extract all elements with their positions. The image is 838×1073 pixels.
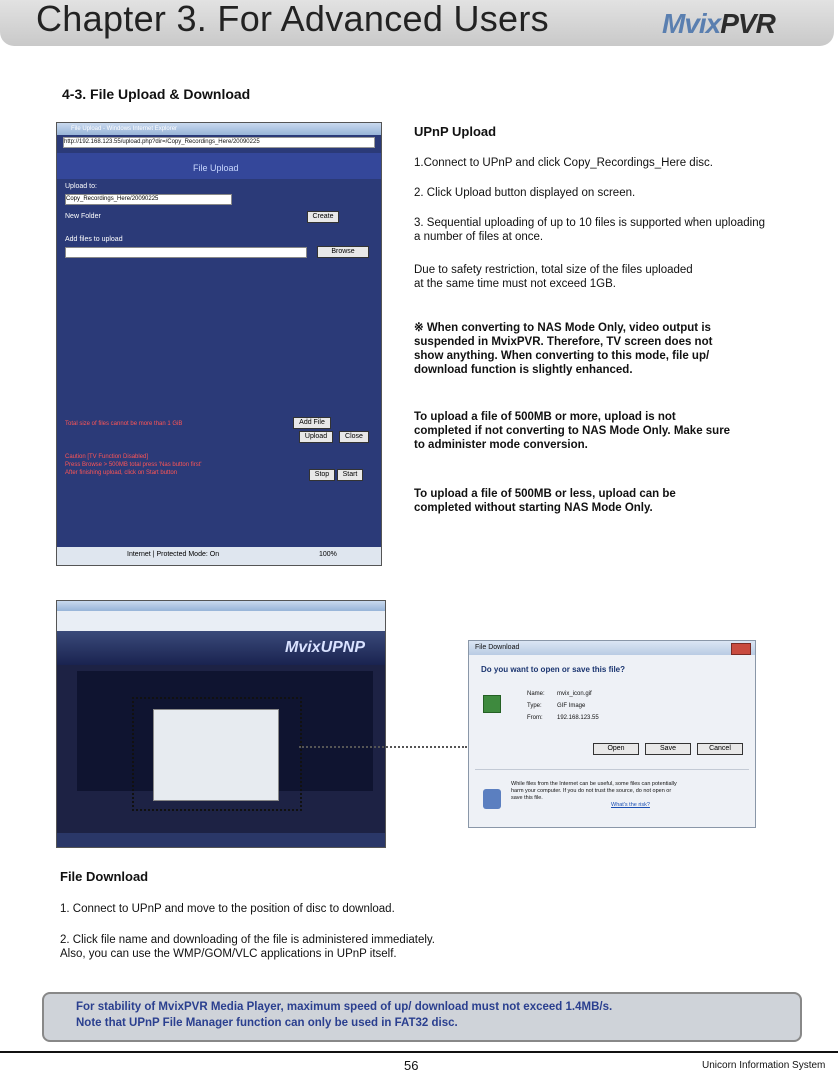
upnp-upload-heading: UPnP Upload (414, 124, 497, 139)
upload-window-titlebar: File Upload - Windows Internet Explorer (57, 123, 381, 135)
page-number: 56 (404, 1058, 419, 1073)
risk-link[interactable]: What's the risk? (611, 802, 650, 808)
nas-mode-note: ※ When converting to NAS Mode Only, video output is suspended in MvixPVR. Therefore, TV screen does not show anything. When converting to this mode, file up/ download function is slightly enhanced. (414, 322, 713, 376)
cancel-button[interactable]: Cancel (697, 743, 743, 755)
add-files-label: Add files to upload (65, 236, 123, 243)
download-step-1: 1. Connect to UPnP and move to the position of disc to download. (60, 903, 395, 915)
open-button[interactable]: Open (593, 743, 639, 755)
type-label: Type: (527, 703, 542, 709)
new-folder-label: New Folder (65, 213, 101, 220)
logo-part-b: PVR (720, 8, 775, 39)
browse-button[interactable]: Browse (317, 246, 369, 258)
image-file-icon (483, 695, 501, 713)
upload-to-label: Upload to: (65, 183, 97, 190)
upnp-brand-logo: MvixUPNP (285, 639, 366, 656)
zoom-level[interactable]: 100% (319, 551, 337, 558)
upload-500mb-more-note: To upload a file of 500MB or more, upload is not completed if not converting to NAS Mode Only. Make sure to administer mode conversion. (414, 411, 731, 451)
stability-notice-box (42, 992, 802, 1042)
upload-window-screenshot (56, 122, 382, 566)
type-value: GIF Image (557, 703, 586, 709)
download-warning: While files from the Internet can be useful, some files can potentially harm your computer. If you do not trust the source, do not open or save this file. (511, 781, 677, 801)
dotted-connector (299, 746, 467, 748)
upload-size-restriction: Due to safety restriction, total size of the files uploaded at the same time must not exceed 1GB. (414, 264, 693, 290)
upload-step-1: 1.Connect to UPnP and click Copy_Recordings_Here disc. (414, 157, 713, 169)
upnp-toolbar (57, 611, 385, 631)
start-button[interactable]: Start (337, 469, 363, 481)
file-path-input[interactable] (65, 247, 307, 258)
add-file-button[interactable]: Add File (293, 417, 331, 429)
section-title: 4-3. File Upload & Download (62, 86, 251, 102)
size-warning-text: Total size of files cannot be more than 1 GiB (65, 421, 183, 427)
download-dialog-titlebar: File Download (469, 641, 755, 655)
mvixpvr-logo (662, 8, 775, 40)
name-label: Name: (527, 691, 545, 697)
chapter-title: Chapter 3. For Advanced Users (36, 0, 549, 39)
upload-button[interactable]: Upload (299, 431, 333, 443)
upnp-browser-screenshot (56, 600, 386, 848)
shield-icon (483, 789, 501, 809)
upload-banner-title: File Upload (193, 163, 239, 173)
upload-to-field[interactable]: Copy_Recordings_Here/20090225 (65, 194, 232, 205)
from-label: From: (527, 715, 543, 721)
highlight-frame (132, 697, 302, 811)
notice-line-1: For stability of MvixPVR Media Player, maximum speed of up/ download must not exceed 1.4MB/s. (76, 1001, 613, 1013)
company-name: Unicorn Information System (702, 1060, 826, 1071)
footer-rule (0, 1051, 838, 1053)
name-value: mvix_icon.gif (557, 691, 592, 697)
file-download-heading: File Download (60, 869, 149, 884)
upnp-taskbar (57, 833, 385, 847)
stop-button[interactable]: Stop (309, 469, 335, 481)
from-value: 192.168.123.55 (557, 715, 599, 721)
file-download-dialog (468, 640, 756, 828)
upnp-titlebar (57, 601, 385, 611)
close-button[interactable]: Close (339, 431, 369, 443)
logo-part-a: Mvix (662, 8, 721, 39)
upload-address-bar[interactable]: http://192.168.123.55/upload.php?dir=/Copy_Recordings_Here/20090225 (63, 137, 375, 148)
upload-step-3: 3. Sequential uploading of up to 10 files is supported when uploading a number of files at once. (414, 217, 766, 243)
create-folder-button[interactable]: Create (307, 211, 339, 223)
notice-line-2: Note that UPnP File Manager function can only be used in FAT32 disc. (76, 1017, 458, 1029)
save-button[interactable]: Save (645, 743, 691, 755)
caution-text: Caution [TV Function Disabled] Press Browse > 500MB total press 'Nas button first' After finishing upload, click on Start button (65, 454, 202, 476)
download-question: Do you want to open or save this file? (481, 665, 626, 674)
upload-500mb-less-note: To upload a file of 500MB or less, upload can be completed without starting NAS Mode Only. (414, 488, 676, 514)
dialog-close-icon[interactable] (731, 643, 751, 655)
dialog-divider (475, 769, 749, 770)
download-step-2: 2. Click file name and downloading of the file is administered immediately. Also, you can use the WMP/GOM/VLC applications in UPnP itself. (60, 934, 436, 960)
protected-mode-status: Internet | Protected Mode: On (127, 551, 220, 558)
upload-step-2: 2. Click Upload button displayed on screen. (414, 187, 636, 199)
